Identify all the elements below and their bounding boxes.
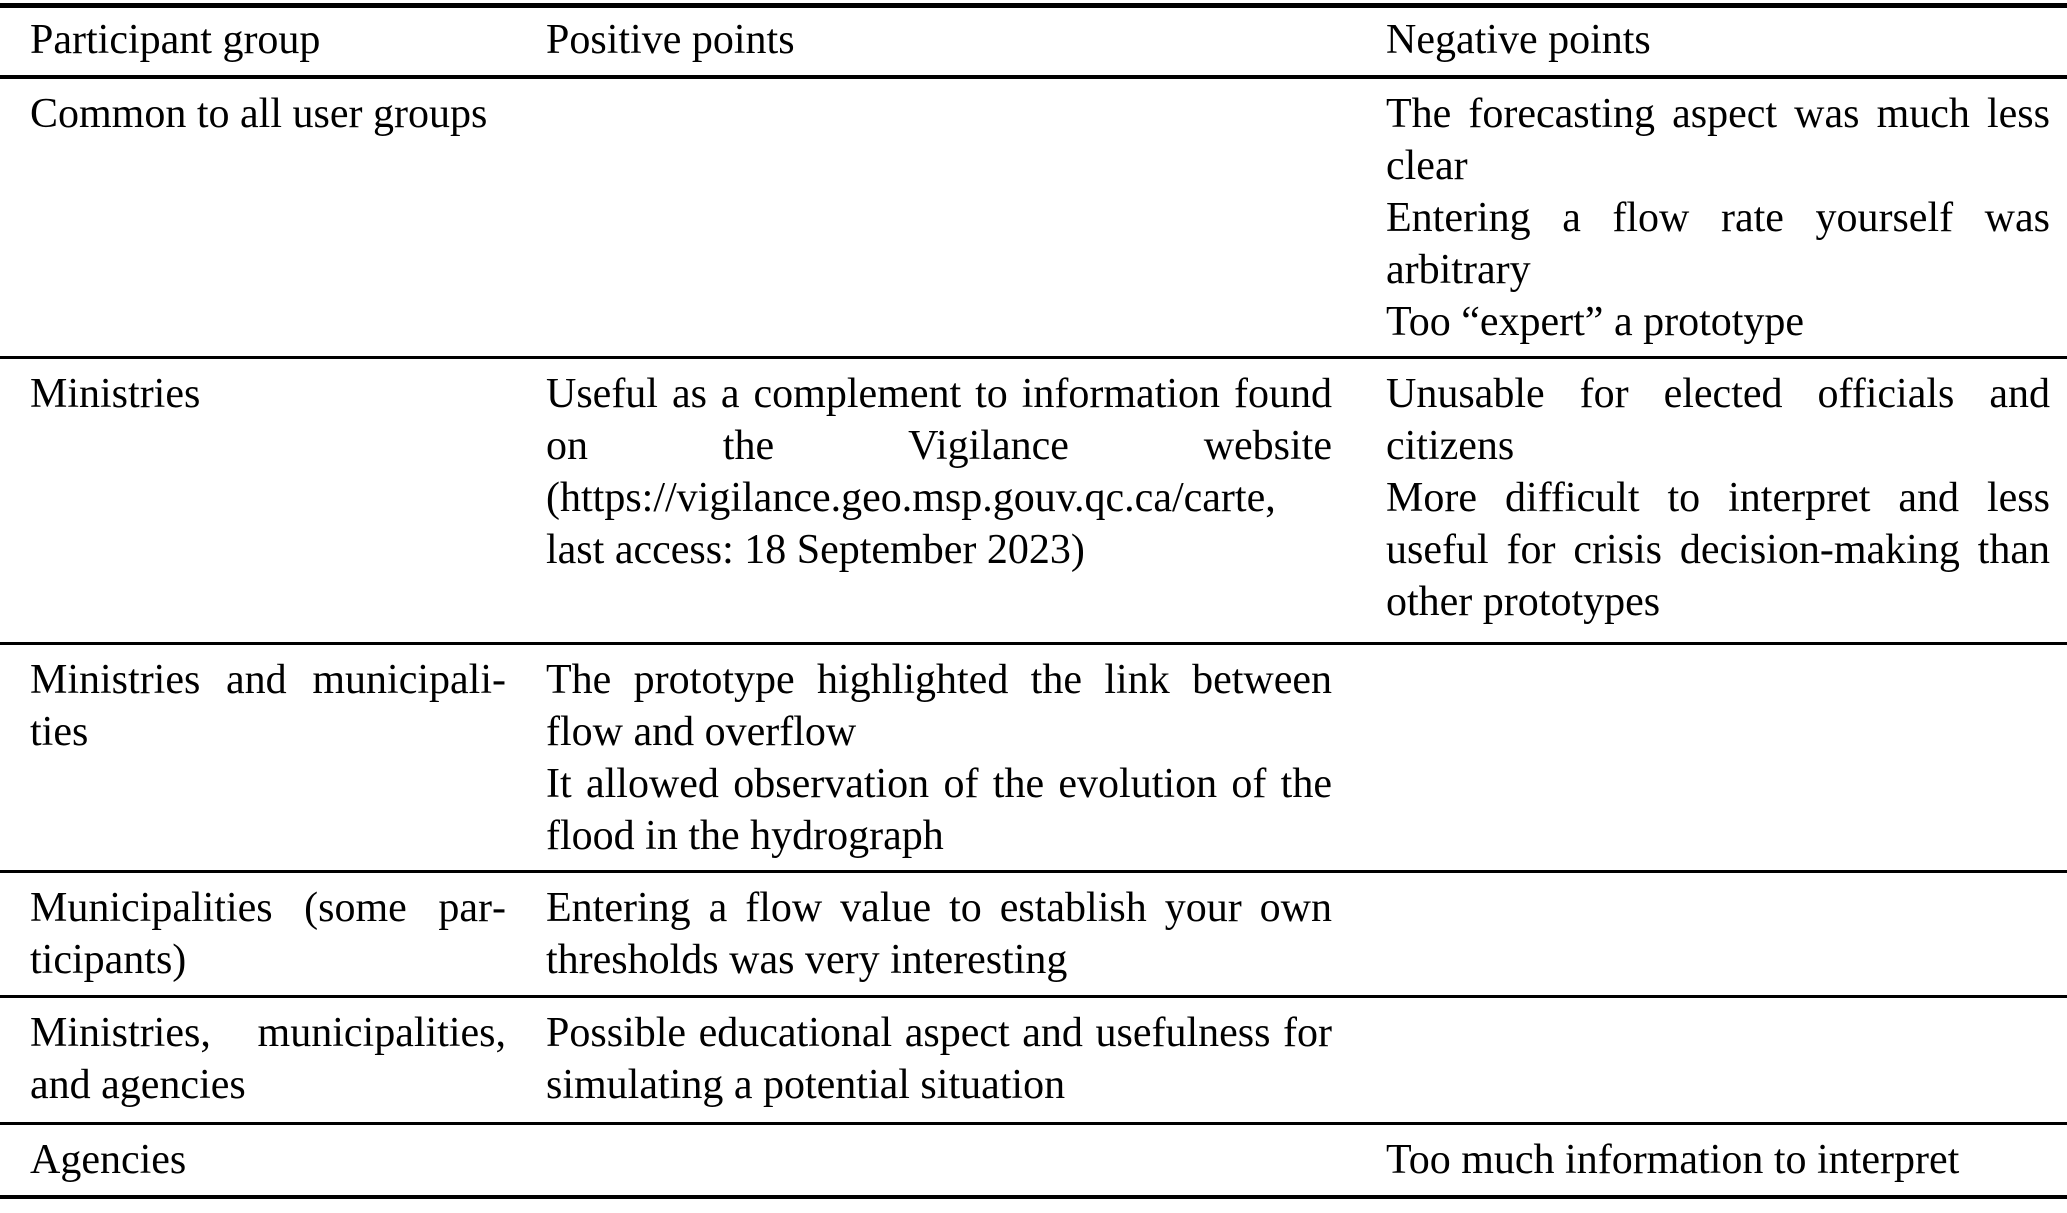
cell-group xyxy=(0,77,546,358)
group-paragraph: Common to all user groups xyxy=(30,90,488,137)
table-row xyxy=(0,871,2067,996)
negative-paragraph: Too “expert” a prototype xyxy=(1386,298,1805,345)
group-paragraph: Municipalities (some participants) xyxy=(30,884,506,983)
negative-paragraph: Entering a flow rate yourself was arbitrary xyxy=(1386,194,2050,293)
cell-positive xyxy=(546,643,1386,871)
column-header-positive-points: Positive points xyxy=(546,17,795,63)
cell-negative xyxy=(1386,643,2067,871)
header-row xyxy=(0,6,2067,77)
cell-group xyxy=(0,357,546,643)
table-row xyxy=(0,77,2067,358)
group-paragraph: Ministries and municipalities xyxy=(30,656,506,755)
table-row xyxy=(0,643,2067,871)
cell-positive xyxy=(546,77,1386,358)
negative-paragraph: Unusable for elected officials and citizens xyxy=(1386,370,2050,469)
cell-group xyxy=(0,643,546,871)
cell-group xyxy=(0,1123,546,1197)
positive-paragraph: Entering a flow value to establish your own thresholds was very interesting xyxy=(546,884,1332,983)
table-row xyxy=(0,357,2067,643)
group-paragraph: Ministries xyxy=(30,370,201,417)
negative-paragraph: More difficult to interpret and less useful for crisis decision-making than other prototypes xyxy=(1386,474,2050,625)
participant-feedback-table xyxy=(0,3,2067,1199)
positive-paragraph: The prototype highlighted the link between flow and overflow xyxy=(546,656,1332,755)
cell-negative xyxy=(1386,871,2067,996)
cell-negative xyxy=(1386,77,2067,358)
cell-negative xyxy=(1386,1123,2067,1197)
table-row xyxy=(0,996,2067,1123)
cell-positive xyxy=(546,871,1386,996)
column-header-negative-points: Negative points xyxy=(1386,17,1651,63)
cell-positive xyxy=(546,1123,1386,1197)
table-row xyxy=(0,1123,2067,1197)
positive-paragraph: Useful as a complement to information found on the Vigilance website (https://vigilance.geo.msp.gouv.qc.ca/carte, last access: 18 September 2023) xyxy=(546,370,1332,573)
cell-positive xyxy=(546,357,1386,643)
cell-positive xyxy=(546,996,1386,1123)
table-body xyxy=(0,77,2067,1198)
cell-negative xyxy=(1386,996,2067,1123)
cell-negative xyxy=(1386,357,2067,643)
negative-paragraph: The forecasting aspect was much less clear xyxy=(1386,90,2050,189)
negative-paragraph: Too much information to interpret xyxy=(1386,1136,1960,1183)
positive-paragraph: It allowed observation of the evolution of the flood in the hydrograph xyxy=(546,760,1332,859)
group-paragraph: Ministries, municipalities, and agencies xyxy=(30,1009,506,1108)
group-paragraph: Agencies xyxy=(30,1136,187,1183)
table-header xyxy=(0,6,2067,77)
column-header-participant-group: Participant group xyxy=(30,17,321,63)
positive-paragraph: Possible educational aspect and usefulness for simulating a potential situation xyxy=(546,1009,1332,1108)
cell-group xyxy=(0,996,546,1123)
cell-group xyxy=(0,871,546,996)
